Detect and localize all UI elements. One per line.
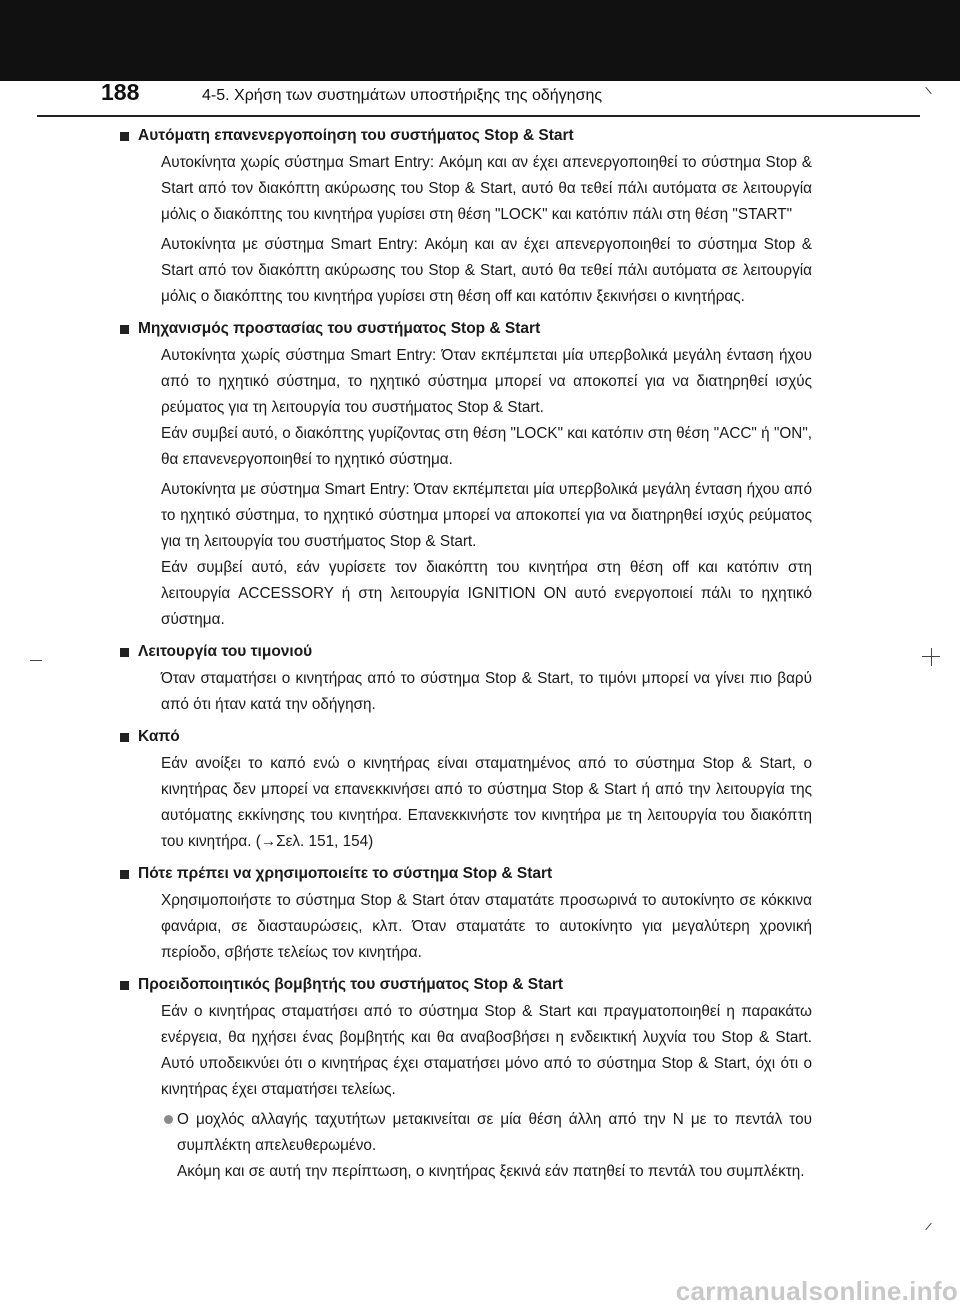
- paragraph: Αυτοκίνητα με σύστημα Smart Entry: Ακόμη και αν έχει απενεργοποιηθεί το σύστημα Stop & Start από τον διακόπτη ακύρωσης του Stop & Start, αυτό θα τεθεί πάλι αυτόματα σε λειτουργία μόλις ο διακόπτης του κινητήρα γυρίσει στη θέση off και κατόπιν ξεκινήσει ο κινητήρας.: [161, 236, 812, 305]
- square-bullet-icon: [120, 870, 129, 879]
- page-number: 188: [101, 79, 140, 105]
- section-heading: Λειτουργία του τιμονιού: [120, 640, 812, 664]
- round-bullet-icon: [164, 1115, 173, 1124]
- section-heading: Αυτόματη επανενεργοποίηση του συστήματος Stop & Start: [120, 124, 812, 148]
- section-heading: Καπό: [120, 725, 812, 749]
- crop-mark: [931, 648, 932, 666]
- section-heading: Πότε πρέπει να χρησιμοποιείτε το σύστημα Stop & Start: [120, 862, 812, 886]
- section-heading: Προειδοποιητικός βομβητής του συστήματος Stop & Start: [120, 973, 812, 997]
- section-title: 4-5. Χρήση των συστημάτων υποστήριξης της οδήγησης: [202, 87, 603, 104]
- crop-mark: [925, 1223, 932, 1231]
- square-bullet-icon: [120, 648, 129, 657]
- paragraph: Όταν σταματήσει ο κινητήρας από το σύστημα Stop & Start, το τιμόνι μπορεί να γίνει πιο βαρύ από ότι ήταν κατά την οδήγηση.: [161, 670, 812, 713]
- square-bullet-icon: [120, 132, 129, 141]
- crop-mark: [925, 87, 932, 95]
- crop-mark: [30, 660, 42, 661]
- square-bullet-icon: [120, 981, 129, 990]
- paragraph: Αυτοκίνητα χωρίς σύστημα Smart Entry: Όταν εκπέμπεται μία υπερβολικά μεγάλη ένταση ήχου από το ηχητικό σύστημα, το ηχητικό σύστημα μπορεί να αποκοπεί για να διατηρηθεί ισχύς ρεύματος για τη λειτουργία του συστήματος Stop & Start. Εάν συμβεί αυτό, ο διακόπτης γυρίζοντας στη θέση "LOCK" και κατόπιν στη θέση "ACC" ή "ON", θα επανενεργοποιηθεί το ηχητικό σύστημα.: [161, 347, 812, 468]
- page-content: [120, 124, 812, 1185]
- paragraph: Χρησιμοποιήστε το σύστημα Stop & Start όταν σταματάτε προσωρινά το αυτοκίνητο σε κόκκινα φανάρια, σε διασταυρώσεις, κλπ. Όταν σταματάτε το αυτοκίνητο για μεγαλύτερη χρονική περίοδο, σβήστε τελείως τον κινητήρα.: [161, 892, 812, 961]
- paragraph: Αυτοκίνητα χωρίς σύστημα Smart Entry: Ακόμη και αν έχει απενεργοποιηθεί το σύστημα Stop & Start από τον διακόπτη ακύρωσης του Stop & Start, αυτό θα τεθεί πάλι αυτόματα σε λειτουργία μόλις ο διακόπτης του κινητήρα γυρίσει στη θέση "LOCK" και κατόπιν πάλι στη θέση "START": [161, 154, 812, 223]
- header-rule: [37, 115, 920, 117]
- paragraph: Εάν ανοίξει το καπό ενώ ο κινητήρας είναι σταματημένος από το σύστημα Stop & Start, ο κινητήρας δεν μπορεί να επανεκκινήσει από το σύστημα Stop & Start ή από την λειτουργία της αυτόματης εκκίνησης του κινητήρα. Επανεκκινήστε τον κινητήρα με τη λειτουργία του διακόπτη του κινητήρα. (→Σελ. 151, 154): [161, 755, 812, 850]
- note-list-item: Ο μοχλός αλλαγής ταχυτήτων μετακινείται σε μία θέση άλλη από την N με το πεντάλ του συμπλέκτη απελευθερωμένο. Ακόμη και σε αυτή την περίπτωση, ο κινητήρας ξεκινά εάν πατηθεί το πεντάλ του συμπλέκτη.: [120, 1107, 812, 1185]
- watermark: carmanualsonline.info: [675, 1276, 958, 1306]
- top-black-band: [0, 0, 960, 81]
- square-bullet-icon: [120, 325, 129, 334]
- paragraph: Εάν ο κινητήρας σταματήσει από το σύστημα Stop & Start και πραγματοποιηθεί η παρακάτω ενέργεια, θα ηχήσει ένας βομβητής και θα αναβοσβήσει η ενδεικτική λυχνία του Stop & Start. Αυτό υποδεικνύει ότι ο κινητήρας έχει σταματήσει μόνο από το σύστημα Stop & Start, όχι ότι ο κινητήρας έχει σταματήσει τελείως.: [161, 1003, 812, 1098]
- section-heading: Μηχανισμός προστασίας του συστήματος Stop & Start: [120, 317, 812, 341]
- square-bullet-icon: [120, 733, 129, 742]
- paragraph: Αυτοκίνητα με σύστημα Smart Entry: Όταν εκπέμπεται μία υπερβολικά μεγάλη ένταση ήχου από το ηχητικό σύστημα, το ηχητικό σύστημα μπορεί να αποκοπεί για να διατηρηθεί ισχύς ρεύματος για τη λειτουργία του συστήματος Stop & Start. Εάν συμβεί αυτό, εάν γυρίσετε τον διακόπτη του κινητήρα στη θέση off και κατόπιν στη λειτουργία ACCESSORY ή στη λειτουργία IGNITION ON αυτό ενεργοποιεί πάλι το ηχητικό σύστημα.: [161, 481, 812, 628]
